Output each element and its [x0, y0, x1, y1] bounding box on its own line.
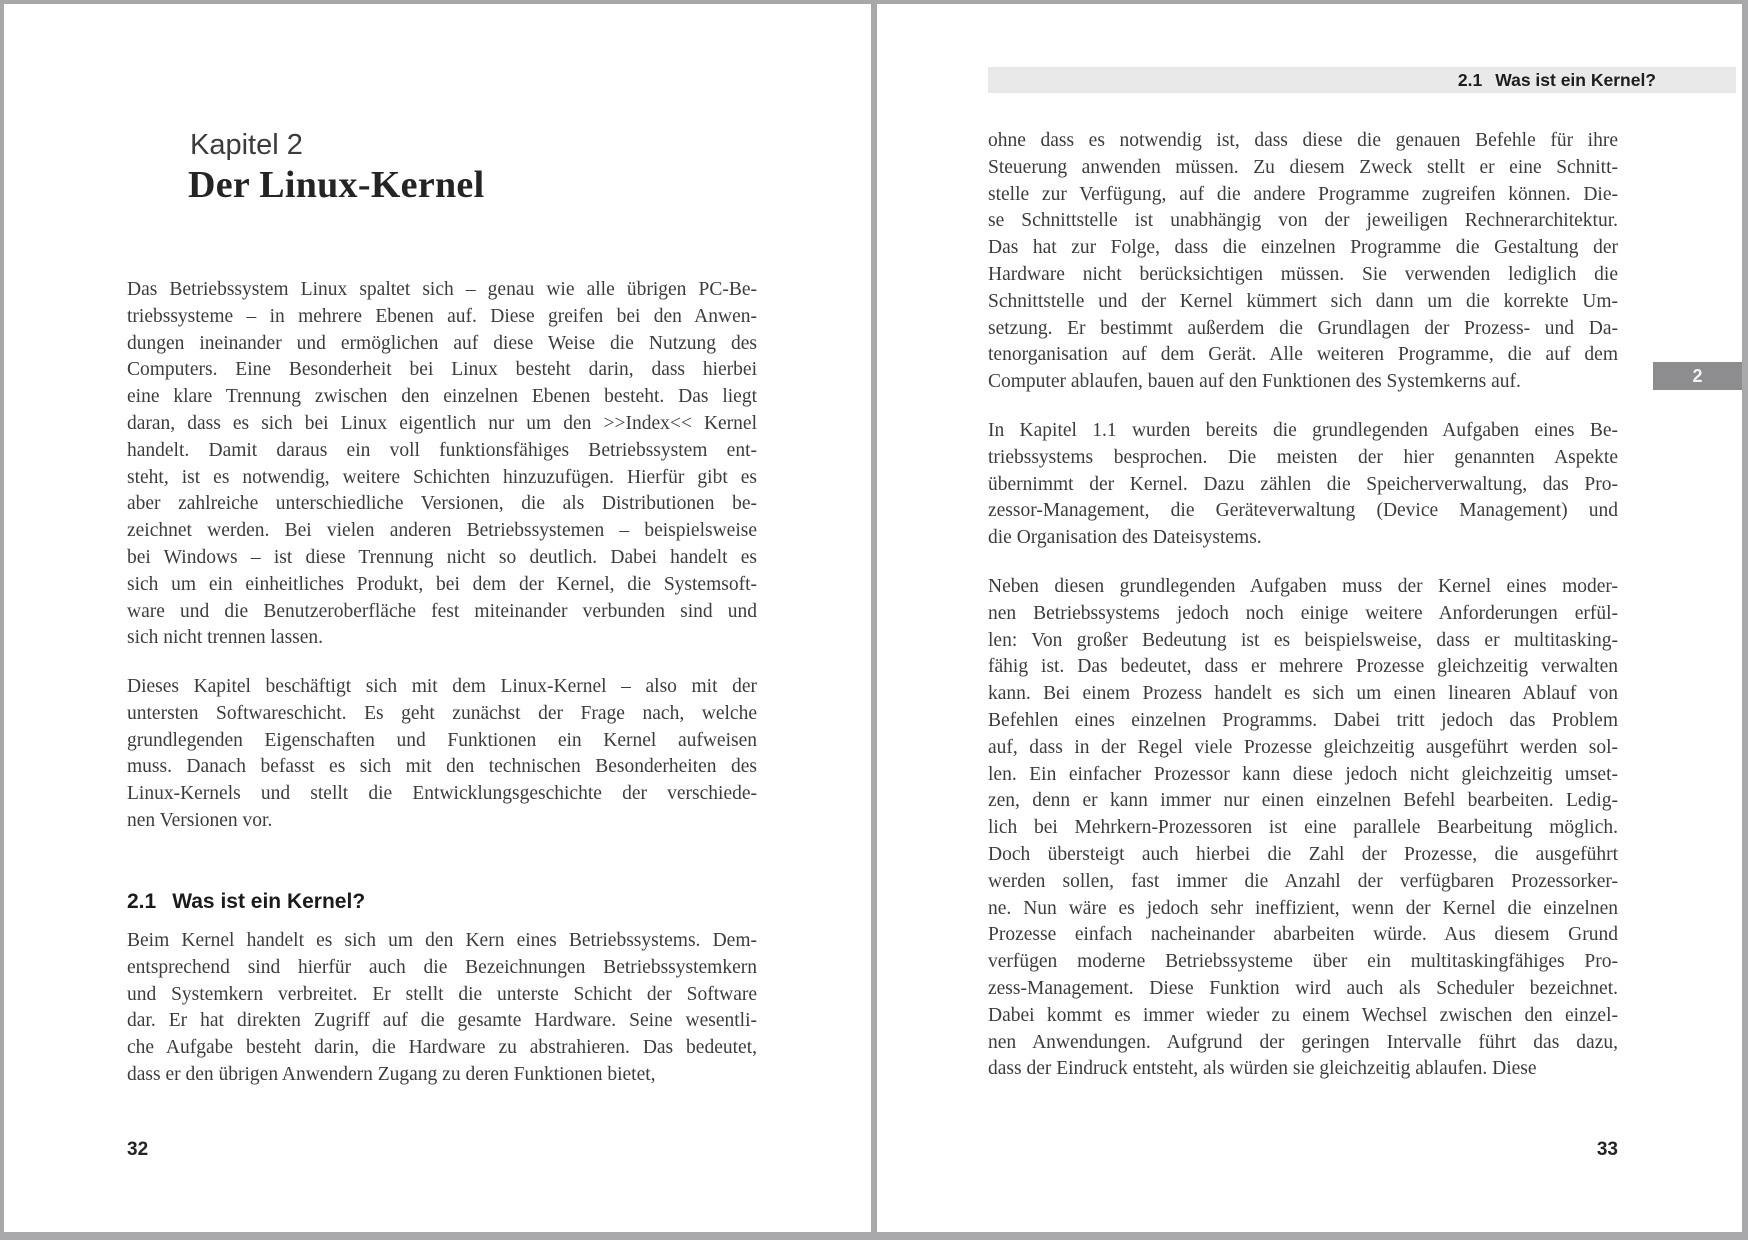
chapter-title: Der Linux-Kernel — [188, 164, 485, 206]
frame-right-edge — [1742, 0, 1748, 1240]
text-line: Dabei kommt es immer wieder zu einem Wechsel zwischen den einzel- — [988, 1004, 1618, 1026]
text-line: zess-Management. Diese Funktion wird auch als Scheduler bezeichnet. — [988, 977, 1618, 999]
text-line: Das Betriebssystem Linux spaltet sich – genau wie alle übrigen PC-Be- — [127, 279, 757, 300]
text-line: steht, ist es notwendig, weitere Schichten hinzuzufügen. Hierfür gibt es — [127, 466, 757, 488]
text-line: setzung. Er bestimmt außerdem die Grundlagen der Prozess- und Da- — [988, 317, 1618, 339]
left-paragraph-1 — [127, 277, 757, 652]
text-line: muss. Danach befasst es sich mit den technischen Besonderheiten des — [127, 756, 757, 778]
text-line: Befehlen eines einzelnen Programms. Dabei tritt jedoch das Problem — [988, 709, 1618, 731]
text-line: dar. Er hat direkten Zugriff auf die gesamte Hardware. Seine wesentli- — [127, 1010, 757, 1032]
right-paragraph-1 — [988, 128, 1618, 396]
text-line: Prozesse einfach nacheinander abarbeiten würde. Aus diesem Grund — [988, 924, 1618, 946]
page-number-right: 33 — [1596, 1139, 1618, 1160]
text-line: fähig ist. Das bedeutet, dass er mehrere Prozesse gleichzeitig verwalten — [988, 656, 1618, 678]
text-line: Neben diesen grundlegenden Aufgaben muss der Kernel eines moder- — [988, 576, 1618, 597]
text-line: Dieses Kapitel beschäftigt sich mit dem Linux-Kernel – also mit der — [127, 676, 757, 697]
text-line: ne. Nun wäre es jedoch sehr ineffizient, wenn der Kernel die einzelnen — [988, 897, 1618, 919]
text-line: sich nicht trennen lassen. — [127, 627, 324, 649]
text-line: tenorganisation auf dem Gerät. Alle weiteren Programme, die auf dem — [988, 344, 1618, 366]
text-line: nen Versionen vor. — [127, 809, 273, 831]
text-line: übernimmt der Kernel. Dazu zählen die Speicherverwaltung, das Pro- — [988, 473, 1618, 495]
text-line: und Systemkern verbreitet. Er stellt die unterste Schicht der Software — [127, 983, 757, 1005]
section-heading — [127, 888, 757, 916]
chapter-number-label: Kapitel 2 — [190, 129, 303, 161]
text-line: len: Von großer Bedeutung ist es beispielsweise, dass er multitasking- — [988, 629, 1618, 651]
right-paragraph-3 — [988, 574, 1618, 1083]
text-line: che Aufgabe besteht darin, die Hardware zu abstrahieren. Das bedeutet, — [127, 1037, 757, 1059]
text-line: nen Anwendungen. Aufgrund der geringen Intervalle führt das dazu, — [988, 1031, 1618, 1053]
text-line: zen, denn er kann immer nur einen einzelnen Befehl bearbeiten. Ledig- — [988, 790, 1618, 812]
text-line: die Organisation des Dateisystems. — [988, 527, 1262, 549]
page-number-left: 32 — [127, 1139, 149, 1160]
text-line: ware und die Benutzeroberfläche fest miteinander verbunden sind und — [127, 600, 757, 622]
text-line: Linux-Kernels und stellt die Entwicklungsgeschichte der verschiede- — [127, 783, 757, 805]
text-line: daran, dass es sich bei Linux eigentlich nur um den >>Index<< Kernel — [127, 412, 757, 434]
text-line: eine klare Trennung zwischen den einzelnen Ebenen besteht. Das liegt — [127, 386, 757, 408]
text-line: dass der Eindruck entsteht, als würden sie gleichzeitig ablaufen. Diese — [988, 1058, 1537, 1080]
text-line: dass er den übrigen Anwendern Zugang zu deren Funktionen bietet, — [127, 1063, 656, 1085]
text-line: Hardware nicht berücksichtigen müssen. Sie verwenden lediglich die — [988, 263, 1618, 285]
page-gutter-divider — [871, 0, 877, 1232]
text-line: Doch übersteigt auch hierbei die Zahl der Prozesse, die ausgeführt — [988, 843, 1618, 865]
running-header-title: Was ist ein Kernel? — [1495, 70, 1656, 90]
text-line: kann. Bei einem Prozess handelt es sich um einen linearen Ablauf von — [988, 683, 1618, 705]
text-line: untersten Softwareschicht. Es geht zunächst der Frage nach, welche — [127, 702, 757, 724]
text-line: grundlegenden Eigenschaften und Funktionen ein Kernel aufweisen — [127, 729, 757, 751]
left-paragraph-3 — [127, 928, 757, 1089]
text-line: se Schnittstelle ist unabhängig von der jeweiligen Rechnerarchitektur. — [988, 210, 1618, 232]
text-line: lich bei Mehrkern-Prozessoren ist eine parallele Bearbeitung möglich. — [988, 817, 1618, 839]
text-line: Schnittstelle und der Kernel kümmert sich dann um die korrekte Um- — [988, 290, 1618, 312]
text-line: Computers. Eine Besonderheit bei Linux besteht darin, dass hierbei — [127, 359, 757, 381]
right-paragraph-2 — [988, 418, 1618, 552]
text-line: aber zahlreiche unterschiedliche Versionen, die als Distributionen be- — [127, 493, 757, 515]
text-line: auf, dass in der Regel viele Prozesse gleichzeitig ausgeführt werden sol- — [988, 736, 1618, 758]
text-line: verfügen moderne Betriebssysteme über ein multitaskingfähiges Pro- — [988, 951, 1618, 973]
section-heading-number: 2.1 — [127, 890, 157, 913]
left-paragraph-2 — [127, 674, 757, 835]
text-line: Computer ablaufen, bauen auf den Funktionen des Systemkerns auf. — [988, 371, 1521, 393]
running-header-bar — [988, 67, 1736, 93]
text-line: sich um ein einheitliches Produkt, bei dem der Kernel, die Systemsoft- — [127, 573, 757, 595]
text-line: ohne dass es notwendig ist, dass diese die genauen Befehle für ihre — [988, 130, 1618, 151]
text-line: zeichnet werden. Bei vielen anderen Betriebssystemen – beispielsweise — [127, 520, 757, 542]
text-line: entsprechend sind hierfür auch die Bezeichnungen Betriebssystemkern — [127, 956, 757, 978]
running-header-number: 2.1 — [1457, 70, 1483, 90]
text-line: triebssysteme – in mehrere Ebenen auf. Diese greifen bei den Anwen- — [127, 305, 757, 327]
text-line: handelt. Damit daraus ein voll funktionsfähiges Betriebssystem ent- — [127, 439, 757, 461]
text-line: stelle zur Verfügung, auf die andere Programme zugreifen können. Die- — [988, 183, 1618, 205]
text-line: Das hat zur Folge, dass die einzelnen Programme die Gestaltung der — [988, 237, 1618, 259]
text-line: werden sollen, fast immer die Anzahl der verfügbaren Prozessorker- — [988, 870, 1618, 892]
frame-left-edge — [0, 0, 4, 1240]
section-heading-title: Was ist ein Kernel? — [172, 890, 366, 913]
text-line: Beim Kernel handelt es sich um den Kern eines Betriebssystems. Dem- — [127, 930, 757, 951]
text-line: nen Betriebssystems jedoch noch einige weitere Anforderungen erfül- — [988, 602, 1618, 624]
text-line: Steuerung anwenden müssen. Zu diesem Zweck stellt er eine Schnitt- — [988, 156, 1618, 178]
text-line: dungen ineinander und ermöglichen auf diese Weise die Nutzung des — [127, 332, 757, 354]
text-line: triebssystems besprochen. Die meisten der hier genannten Aspekte — [988, 446, 1618, 468]
text-line: len. Ein einfacher Prozessor kann diese jedoch nicht gleichzeitig umset- — [988, 763, 1618, 785]
chapter-thumb-tab: 2 — [1653, 362, 1742, 390]
text-line: zessor-Management, die Geräteverwaltung (Device Management) und — [988, 500, 1618, 522]
frame-bottom-edge — [0, 1232, 1748, 1240]
text-line: bei Windows – ist diese Trennung nicht so deutlich. Dabei handelt es — [127, 546, 757, 568]
text-line: In Kapitel 1.1 wurden bereits die grundlegenden Aufgaben eines Be- — [988, 420, 1618, 441]
